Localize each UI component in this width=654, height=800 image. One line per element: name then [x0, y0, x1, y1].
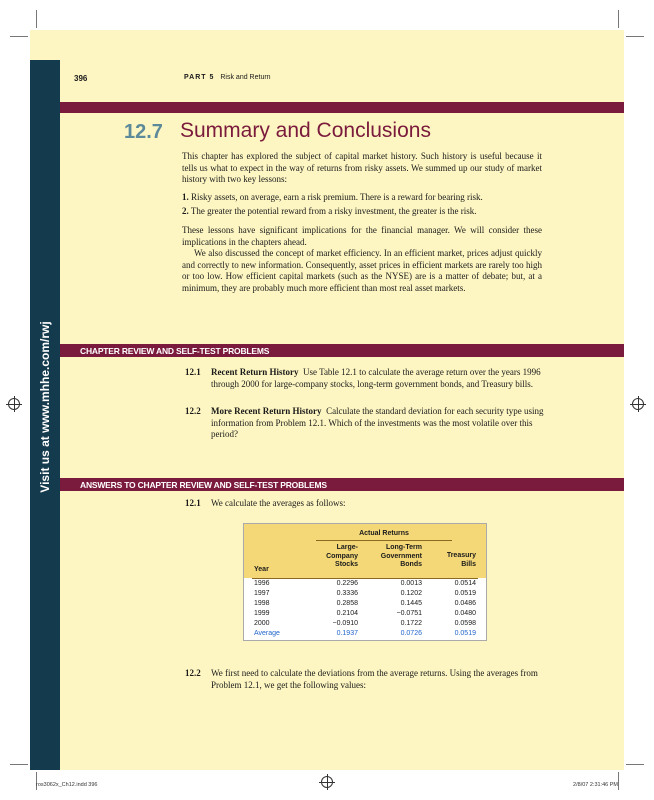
- problem-number: 12.1: [185, 367, 201, 377]
- table-row: 1996 0.2296 0.0013 0.0514: [254, 580, 476, 587]
- crop-mark: [626, 36, 644, 37]
- paragraph: We also discussed the concept of market efficiency. In an efficient market, prices adjust quickly and correctly to new information. Consequently, asset prices in efficient markets are rarely too high or too low. How efficient capital markets (such as the NYSE) are is a matter of debate; but, at a minimum, they are probably much more efficient than most real asset markets.: [182, 248, 542, 293]
- crop-mark: [10, 764, 28, 765]
- problem-12-1: [185, 367, 545, 390]
- lesson-text: The greater the potential reward from a risky investment, the greater is the risk.: [190, 206, 477, 216]
- section-title: Summary and Conclusions: [180, 119, 431, 142]
- footer-date: 2/8/07 2:31:46 PM: [573, 782, 618, 788]
- table-row: 1999 0.2104 −0.0751 0.0480: [254, 610, 476, 617]
- page-number: 396: [74, 74, 88, 83]
- problem-title: Recent Return History: [211, 367, 299, 377]
- answer-number: 12.2: [185, 668, 201, 678]
- registration-mark-icon: [321, 776, 333, 788]
- table-group-header: Actual Returns: [359, 530, 409, 537]
- crop-mark: [626, 764, 644, 765]
- lesson-1: [182, 192, 542, 204]
- footer-file: ros3062x_Ch12.indd 396: [36, 782, 98, 788]
- sidebar-url[interactable]: Visit us at www.mhhe.com/rwj: [38, 321, 52, 493]
- answer-text: We calculate the averages as follows:: [211, 498, 346, 508]
- problem-body: [211, 367, 545, 390]
- problem-body: [211, 406, 545, 441]
- crop-mark: [10, 36, 28, 37]
- answer-number: 12.1: [185, 498, 201, 508]
- paragraph: These lessons have significant implications for the financial manager. We will consider these implications in the chapters ahead.: [182, 225, 542, 247]
- registration-mark-icon: [632, 398, 644, 410]
- col-header-bills: Treasury Bills: [446, 552, 476, 568]
- crop-mark: [618, 10, 619, 28]
- lesson-2: [182, 206, 542, 218]
- header-rule: [316, 540, 452, 541]
- average-row: Average 0.1937 0.0726 0.0519: [254, 630, 476, 637]
- table-row: 2000 −0.0910 0.1722 0.0598: [254, 620, 476, 627]
- section-body-2: [182, 225, 542, 294]
- lesson-text: Risky assets, on average, earn a risk premium. There is a reward for bearing risk.: [191, 192, 483, 202]
- table-row: 1997 0.3336 0.1202 0.0519: [254, 590, 476, 597]
- section-bar: [60, 102, 624, 113]
- problem-12-2: [185, 406, 545, 441]
- lesson-number: 1.: [182, 192, 189, 202]
- returns-table: [243, 523, 487, 641]
- section-body: [182, 151, 542, 186]
- answer-12-2: [185, 668, 545, 691]
- problem-number: 12.2: [185, 406, 201, 416]
- table-header: [244, 524, 486, 578]
- answers-heading: ANSWERS TO CHAPTER REVIEW AND SELF-TEST PROBLEMS: [80, 480, 327, 490]
- answer-text: We first need to calculate the deviations from the average returns. Using the averages from Problem 12.1, we get the following values:: [211, 668, 538, 690]
- col-header-bonds: Long-Term Government Bonds: [380, 544, 422, 568]
- col-header-stocks: Large- Company Stocks: [326, 544, 358, 568]
- intro-paragraph: This chapter has explored the subject of capital market history. Such history is useful because it tells us what to expect in the way of returns from risky assets. We summed up our study of market history with two key lessons:: [182, 151, 542, 184]
- problem-title: More Recent Return History: [211, 406, 322, 416]
- crop-mark: [618, 772, 619, 790]
- crop-mark: [36, 10, 37, 28]
- table-row: 1998 0.2858 0.1445 0.0486: [254, 600, 476, 607]
- lesson-number: 2.: [182, 206, 189, 216]
- part-title: Risk and Return: [220, 74, 271, 81]
- registration-mark-icon: [8, 398, 20, 410]
- part-label: PART 5: [184, 74, 215, 81]
- problem-text: Use Table 12.1 to calculate the average return over the years 1996 through 2000 for large-company stocks, long-term government bonds, and Treasury bills.: [211, 367, 541, 389]
- col-header-year: Year: [254, 566, 269, 573]
- review-heading: CHAPTER REVIEW AND SELF-TEST PROBLEMS: [80, 346, 270, 356]
- answer-12-1: [185, 498, 545, 510]
- problem-text: Calculate the standard deviation for each security type using information from Problem 12.1. Which of the investments was the most volatile over this period?: [211, 406, 544, 439]
- section-number: 12.7: [124, 121, 163, 143]
- running-head: [184, 74, 271, 81]
